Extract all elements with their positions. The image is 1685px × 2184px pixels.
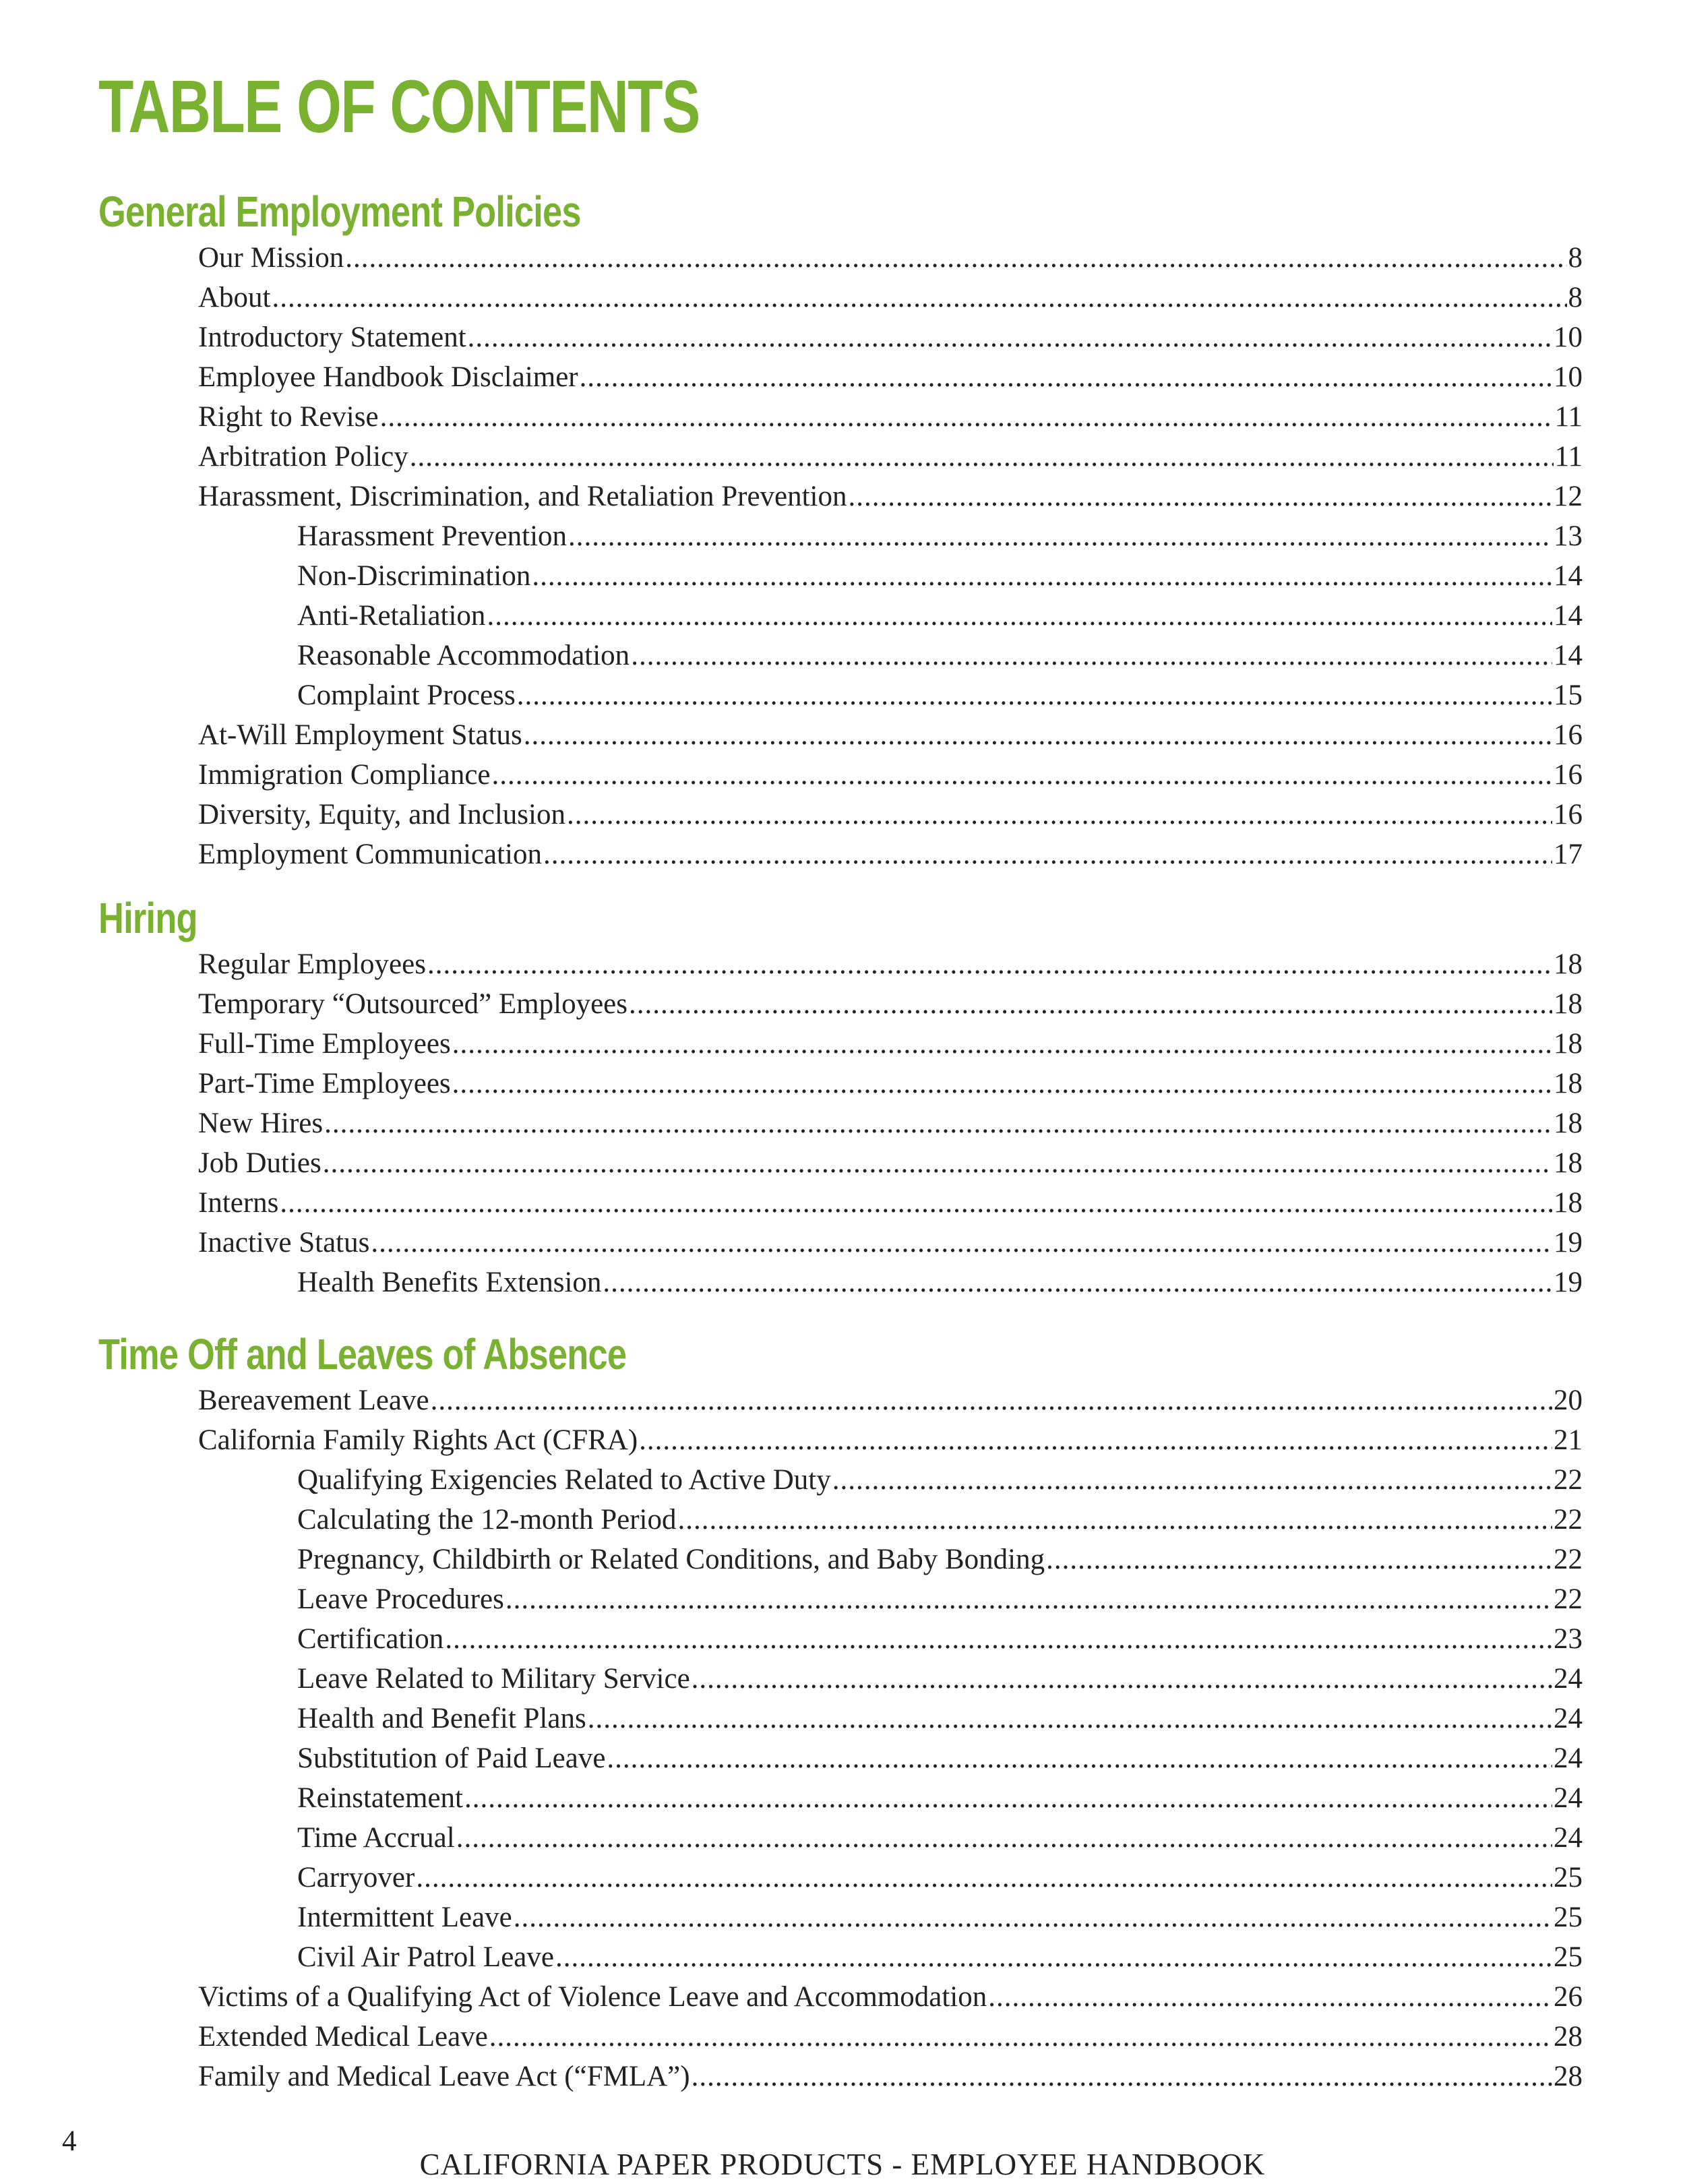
toc-entry-page: 21 — [1554, 1424, 1583, 1456]
dot-leader — [567, 795, 1552, 835]
toc-entry-label: Bereavement Leave — [198, 1385, 429, 1416]
toc-entry-page: 11 — [1554, 441, 1583, 473]
toc-entry-label: Anti-Retaliation — [297, 600, 486, 632]
dot-leader — [588, 1699, 1552, 1738]
dot-leader — [1046, 1540, 1552, 1579]
dot-leader — [452, 1064, 1552, 1103]
toc-entry-label: Diversity, Equity, and Inclusion — [198, 799, 565, 830]
dot-leader — [692, 1660, 1552, 1699]
dot-leader — [456, 1819, 1552, 1858]
toc-entry-page: 28 — [1554, 2021, 1583, 2053]
toc-entry — [297, 1620, 1583, 1659]
dot-leader — [555, 1938, 1552, 1977]
toc-entry-label: Leave Procedures — [297, 1583, 504, 1615]
dot-leader — [629, 985, 1552, 1024]
toc-entry-page: 26 — [1554, 1981, 1583, 2013]
dot-leader — [568, 517, 1552, 556]
toc-entry — [198, 2018, 1583, 2057]
toc-entry-page: 24 — [1554, 1822, 1583, 1854]
dot-leader — [514, 1898, 1552, 1937]
toc-entry — [297, 676, 1583, 715]
toc-entry — [198, 985, 1583, 1024]
toc-entry — [198, 1223, 1583, 1263]
toc-entry — [297, 1898, 1583, 1937]
toc-entry-page: 17 — [1554, 839, 1583, 870]
dot-leader — [524, 716, 1552, 755]
dot-leader — [431, 1381, 1552, 1420]
toc-entry-label: Leave Related to Military Service — [297, 1663, 690, 1695]
toc-entry — [198, 318, 1583, 357]
toc-entry — [198, 398, 1583, 437]
toc-entry-label: Complaint Process — [297, 679, 516, 711]
section-heading: Time Off and Leaves of Absence — [98, 1330, 627, 1378]
toc-entry-label: Inactive Status — [198, 1227, 370, 1258]
toc-entry-label: Time Accrual — [297, 1822, 455, 1854]
toc-entry-label: Harassment, Discrimination, and Retaliation Prevention — [198, 481, 847, 512]
toc-entry-label: Qualifying Exigencies Related to Active Duty — [297, 1464, 831, 1496]
toc-entry-page: 14 — [1554, 560, 1583, 592]
toc-entry — [297, 1739, 1583, 1778]
toc-entry-page: 13 — [1554, 520, 1583, 552]
section-heading: Hiring — [98, 894, 197, 942]
toc-entry-page: 16 — [1554, 719, 1583, 751]
toc-entry-label: Our Mission — [198, 242, 344, 274]
toc-entry — [297, 1699, 1583, 1738]
toc-entry-page: 10 — [1554, 322, 1583, 353]
toc-entry-page: 22 — [1554, 1583, 1583, 1615]
toc-entry — [198, 716, 1583, 755]
toc-entry — [297, 517, 1583, 556]
dot-leader — [832, 1461, 1552, 1500]
toc-entry-label: About — [198, 282, 271, 313]
toc-entry — [198, 1144, 1583, 1183]
toc-entry-label: New Hires — [198, 1108, 324, 1139]
toc-entry-label: Health and Benefit Plans — [297, 1703, 586, 1734]
dot-leader — [445, 1620, 1552, 1659]
dot-leader — [324, 1104, 1552, 1143]
toc-entry-page: 18 — [1554, 1147, 1583, 1179]
toc-entry — [198, 756, 1583, 795]
toc-entry-page: 18 — [1554, 1028, 1583, 1060]
toc-entry-label: Intermittent Leave — [297, 1902, 512, 1933]
toc-entry-page: 24 — [1554, 1663, 1583, 1695]
toc-entry-label: Right to Revise — [198, 401, 379, 433]
dot-leader — [416, 1858, 1552, 1898]
toc-entry-page: 25 — [1554, 1902, 1583, 1933]
dot-leader — [452, 1025, 1552, 1064]
toc-entry-label: Civil Air Patrol Leave — [297, 1941, 554, 1973]
toc-entry-page: 19 — [1554, 1227, 1583, 1258]
toc-entry-label: Harassment Prevention — [297, 520, 568, 552]
toc-entry — [297, 1660, 1583, 1699]
toc-entry — [198, 358, 1583, 397]
toc-entry-label: Arbitration Policy — [198, 441, 408, 473]
dot-leader — [468, 318, 1552, 357]
dot-leader — [532, 557, 1552, 596]
toc-entry-page: 24 — [1554, 1742, 1583, 1774]
toc-entry-page: 12 — [1554, 481, 1583, 512]
toc-entry-page: 11 — [1554, 401, 1583, 433]
toc-entry-page: 24 — [1554, 1703, 1583, 1734]
toc-entry — [297, 557, 1583, 596]
toc-entry-page: 15 — [1554, 679, 1583, 711]
toc-entry-label: Calculating the 12-month Period — [297, 1504, 677, 1536]
toc-entry-label: Employee Handbook Disclaimer — [198, 361, 578, 393]
dot-leader — [464, 1779, 1552, 1818]
toc-entry-page: 22 — [1554, 1464, 1583, 1496]
toc-entry — [198, 1978, 1583, 2017]
toc-entry-label: Full-Time Employees — [198, 1028, 451, 1060]
toc-entry — [198, 239, 1583, 278]
toc-entry — [297, 1819, 1583, 1858]
toc-entry-page: 14 — [1554, 600, 1583, 632]
dot-leader — [517, 676, 1552, 715]
toc-entry-page: 14 — [1554, 640, 1583, 671]
toc-entry — [297, 1500, 1583, 1540]
dot-leader — [639, 1421, 1552, 1460]
page-title: TABLE OF CONTENTS — [98, 65, 700, 148]
toc-entry — [198, 1025, 1583, 1064]
toc-entry-label: Carryover — [297, 1862, 415, 1893]
toc-entry-label: Temporary “Outsourced” Employees — [198, 988, 627, 1020]
toc-entry-page: 18 — [1554, 1068, 1583, 1099]
toc-entry — [297, 1461, 1583, 1500]
toc-entry-label: Reinstatement — [297, 1782, 463, 1814]
toc-entry-page: 18 — [1554, 988, 1583, 1020]
toc-entry-page: 28 — [1554, 2061, 1583, 2092]
footer: CALIFORNIA PAPER PRODUCTS - EMPLOYEE HANDBOOK — [419, 2148, 1266, 2181]
toc-entry — [297, 597, 1583, 636]
toc-entry-page: 20 — [1554, 1385, 1583, 1416]
toc-entry-label: At-Will Employment Status — [198, 719, 522, 751]
toc-entry — [198, 795, 1583, 835]
toc-entry-label: Family and Medical Leave Act (“FMLA”) — [198, 2061, 690, 2092]
dot-leader — [580, 358, 1552, 397]
dot-leader — [323, 1144, 1552, 1183]
toc-entry — [198, 437, 1583, 477]
dot-leader — [607, 1739, 1552, 1778]
toc-entry-page: 25 — [1554, 1941, 1583, 1973]
dot-leader — [371, 1223, 1552, 1263]
dot-leader — [631, 636, 1552, 675]
toc-entry — [198, 1421, 1583, 1460]
toc-entry-label: Job Duties — [198, 1147, 321, 1179]
toc-entry — [198, 1064, 1583, 1103]
dot-leader — [280, 1184, 1552, 1223]
toc-entry-page: 18 — [1554, 1187, 1583, 1219]
toc-entry-label: Health Benefits Extension — [297, 1267, 602, 1298]
toc-entry — [297, 1779, 1583, 1818]
dot-leader — [492, 756, 1553, 795]
dot-leader — [603, 1263, 1552, 1302]
toc-entry — [198, 835, 1583, 874]
toc-entry — [297, 636, 1583, 675]
toc-entry-page: 24 — [1554, 1782, 1583, 1814]
toc-entry — [198, 477, 1583, 516]
toc-entry — [198, 1381, 1583, 1420]
dot-leader — [678, 1500, 1553, 1540]
toc-entry-label: Pregnancy, Childbirth or Related Conditions, and Baby Bonding — [297, 1544, 1045, 1575]
dot-leader — [988, 1978, 1552, 2017]
dot-leader — [345, 239, 1566, 278]
toc-entry — [297, 1263, 1583, 1302]
dot-leader — [543, 835, 1552, 874]
page-number: 4 — [62, 2125, 77, 2157]
toc-entry-page: 23 — [1554, 1623, 1583, 1655]
toc-entry — [198, 1184, 1583, 1223]
toc-entry-label: Non-Discrimination — [297, 560, 531, 592]
toc-entry-label: Extended Medical Leave — [198, 2021, 488, 2053]
toc-entry-label: Immigration Compliance — [198, 759, 491, 791]
dot-leader — [692, 2057, 1552, 2096]
toc-entry-page: 25 — [1554, 1862, 1583, 1893]
toc-entry-label: Interns — [198, 1187, 279, 1219]
toc-entry-label: Introductory Statement — [198, 322, 466, 353]
toc-entry — [297, 1858, 1583, 1898]
dot-leader — [380, 398, 1554, 437]
toc-entry-page: 22 — [1554, 1504, 1583, 1536]
toc-entry-page: 16 — [1554, 759, 1583, 791]
toc-entry-label: Substitution of Paid Leave — [297, 1742, 606, 1774]
dot-leader — [427, 945, 1552, 984]
dot-leader — [489, 2018, 1552, 2057]
toc-entry — [198, 2057, 1583, 2096]
toc-entry-label: Certification — [297, 1623, 444, 1655]
toc-entry — [198, 1104, 1583, 1143]
toc-entry — [297, 1580, 1583, 1619]
toc-entry-page: 22 — [1554, 1544, 1583, 1575]
toc-entry-label: Regular Employees — [198, 948, 426, 980]
dot-leader — [487, 597, 1552, 636]
toc-entry-label: Reasonable Accommodation — [297, 640, 630, 671]
dot-leader — [506, 1580, 1552, 1619]
toc-entry-page: 18 — [1554, 948, 1583, 980]
toc-entry — [297, 1938, 1583, 1977]
toc-entry — [297, 1540, 1583, 1579]
toc-entry-page: 8 — [1568, 242, 1583, 274]
dot-leader — [272, 278, 1567, 317]
toc-entry-page: 10 — [1554, 361, 1583, 393]
toc-entry — [198, 945, 1583, 984]
toc-entry-page: 19 — [1554, 1267, 1583, 1298]
toc-entry-label: California Family Rights Act (CFRA) — [198, 1424, 638, 1456]
toc-entry-label: Part-Time Employees — [198, 1068, 451, 1099]
toc-entry-page: 16 — [1554, 799, 1583, 830]
toc-entry-page: 8 — [1568, 282, 1583, 313]
toc-entry-label: Employment Communication — [198, 839, 542, 870]
toc-entry-label: Victims of a Qualifying Act of Violence Leave and Accommodation — [198, 1981, 987, 2013]
toc-entry-page: 18 — [1554, 1108, 1583, 1139]
dot-leader — [410, 437, 1554, 477]
toc-entry — [198, 278, 1583, 317]
dot-leader — [849, 477, 1552, 516]
section-heading: General Employment Policies — [98, 187, 581, 236]
